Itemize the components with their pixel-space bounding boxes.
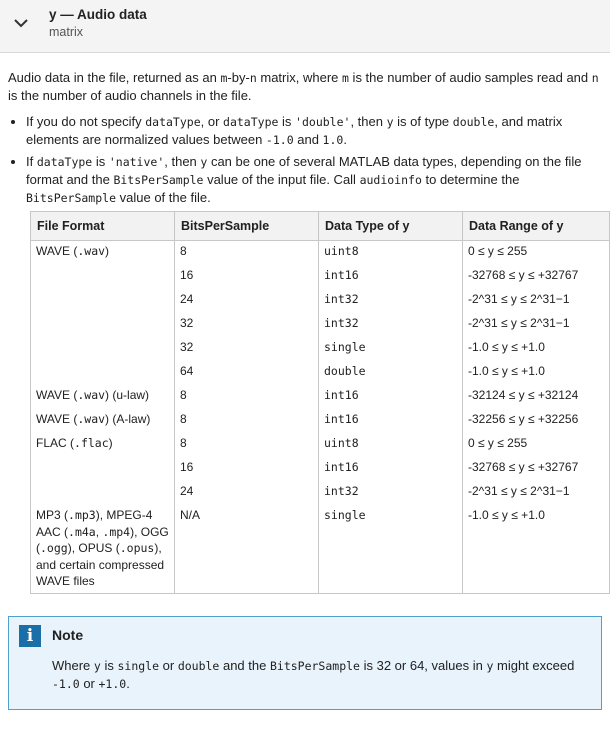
table-header-row <box>31 212 610 241</box>
cell-data-type: int16 <box>319 457 463 481</box>
cell-data-type: int32 <box>319 481 463 505</box>
note-box <box>8 616 602 710</box>
cell-data-type: uint8 <box>319 241 463 266</box>
info-icon: i <box>19 625 41 647</box>
cell-data-type: single <box>319 505 463 593</box>
cell-bits-per-sample: N/A <box>175 505 319 593</box>
cell-bits-per-sample: 24 <box>175 481 319 505</box>
header-data-range: Data Range of y <box>463 212 610 241</box>
cell-data-type: single <box>319 337 463 361</box>
cell-file-format <box>31 361 175 385</box>
cell-data-range: 0 ≤ y ≤ 255 <box>463 433 610 457</box>
table-row <box>31 433 610 457</box>
cell-data-type: int32 <box>319 289 463 313</box>
cell-data-type: int32 <box>319 313 463 337</box>
cell-data-type: double <box>319 361 463 385</box>
cell-data-type: uint8 <box>319 433 463 457</box>
cell-file-format <box>31 457 175 481</box>
section-title: y — Audio data <box>49 7 147 22</box>
cell-bits-per-sample: 8 <box>175 409 319 433</box>
table-row <box>31 409 610 433</box>
intro-paragraph: Audio data in the file, returned as an m-by-n matrix, where m is the number of audio samples read and n is the number of audio channels in the file. <box>8 70 599 103</box>
table-row <box>31 289 610 313</box>
note-text: Where y is single or double and the BitsPerSample is 32 or 64, values in y might exceed -1.0 or +1.0. <box>52 657 575 691</box>
cell-bits-per-sample: 32 <box>175 313 319 337</box>
cell-data-type: int16 <box>319 265 463 289</box>
table-row <box>31 241 610 266</box>
cell-bits-per-sample: 32 <box>175 337 319 361</box>
cell-file-format: WAVE (.wav) (A-law) <box>31 409 175 433</box>
chevron-down-icon[interactable] <box>12 14 30 32</box>
list-item: • If you do not specify dataType, or dataType is 'double', then y is of type double, and matrix elements are normalized values between -1.0 and 1.0. <box>26 113 602 149</box>
cell-data-range: -2^31 ≤ y ≤ 2^31−1 <box>463 481 610 505</box>
list-item: • If dataType is 'native', then y can be one of several MATLAB data types, depending on the file format and the BitsPerSample value of the input file. Call audioinfo to determine the BitsPerSample value of the file. <box>26 153 602 207</box>
cell-file-format <box>31 481 175 505</box>
section-subtitle: matrix <box>49 25 84 39</box>
cell-file-format: FLAC (.flac) <box>31 433 175 457</box>
table-row <box>31 457 610 481</box>
cell-data-type: int16 <box>319 385 463 409</box>
header-bits-per-sample: BitsPerSample <box>175 212 319 241</box>
cell-file-format: WAVE (.wav) (u-law) <box>31 385 175 409</box>
cell-data-range: -1.0 ≤ y ≤ +1.0 <box>463 505 610 593</box>
cell-file-format <box>31 265 175 289</box>
table-row <box>31 361 610 385</box>
table-row <box>31 337 610 361</box>
section-header[interactable] <box>0 0 610 53</box>
cell-file-format <box>31 289 175 313</box>
cell-data-range: -2^31 ≤ y ≤ 2^31−1 <box>463 289 610 313</box>
cell-file-format <box>31 313 175 337</box>
cell-bits-per-sample: 16 <box>175 457 319 481</box>
cell-data-range: -32256 ≤ y ≤ +32256 <box>463 409 610 433</box>
data-type-table <box>30 211 610 594</box>
cell-file-format: WAVE (.wav) <box>31 241 175 266</box>
cell-bits-per-sample: 16 <box>175 265 319 289</box>
cell-data-range: -32124 ≤ y ≤ +32124 <box>463 385 610 409</box>
table-row <box>31 505 610 593</box>
details-list <box>8 113 602 207</box>
cell-data-range: -32768 ≤ y ≤ +32767 <box>463 265 610 289</box>
cell-bits-per-sample: 8 <box>175 241 319 266</box>
header-data-type: Data Type of y <box>319 212 463 241</box>
cell-data-range: -2^31 ≤ y ≤ 2^31−1 <box>463 313 610 337</box>
cell-bits-per-sample: 8 <box>175 385 319 409</box>
cell-bits-per-sample: 64 <box>175 361 319 385</box>
table-body <box>31 241 610 594</box>
header-file-format: File Format <box>31 212 175 241</box>
table-row <box>31 313 610 337</box>
note-title: Note <box>52 626 84 643</box>
cell-bits-per-sample: 8 <box>175 433 319 457</box>
cell-data-range: 0 ≤ y ≤ 255 <box>463 241 610 266</box>
cell-data-type: int16 <box>319 409 463 433</box>
cell-file-format <box>31 337 175 361</box>
cell-data-range: -1.0 ≤ y ≤ +1.0 <box>463 361 610 385</box>
cell-data-range: -32768 ≤ y ≤ +32767 <box>463 457 610 481</box>
cell-file-format: MP3 (.mp3), MPEG-4 AAC (.m4a, .mp4), OGG (.ogg), OPUS (.opus), and certain compressed WAVE files <box>31 505 175 593</box>
table-row <box>31 265 610 289</box>
table-row <box>31 481 610 505</box>
cell-data-range: -1.0 ≤ y ≤ +1.0 <box>463 337 610 361</box>
table-row <box>31 385 610 409</box>
cell-bits-per-sample: 24 <box>175 289 319 313</box>
